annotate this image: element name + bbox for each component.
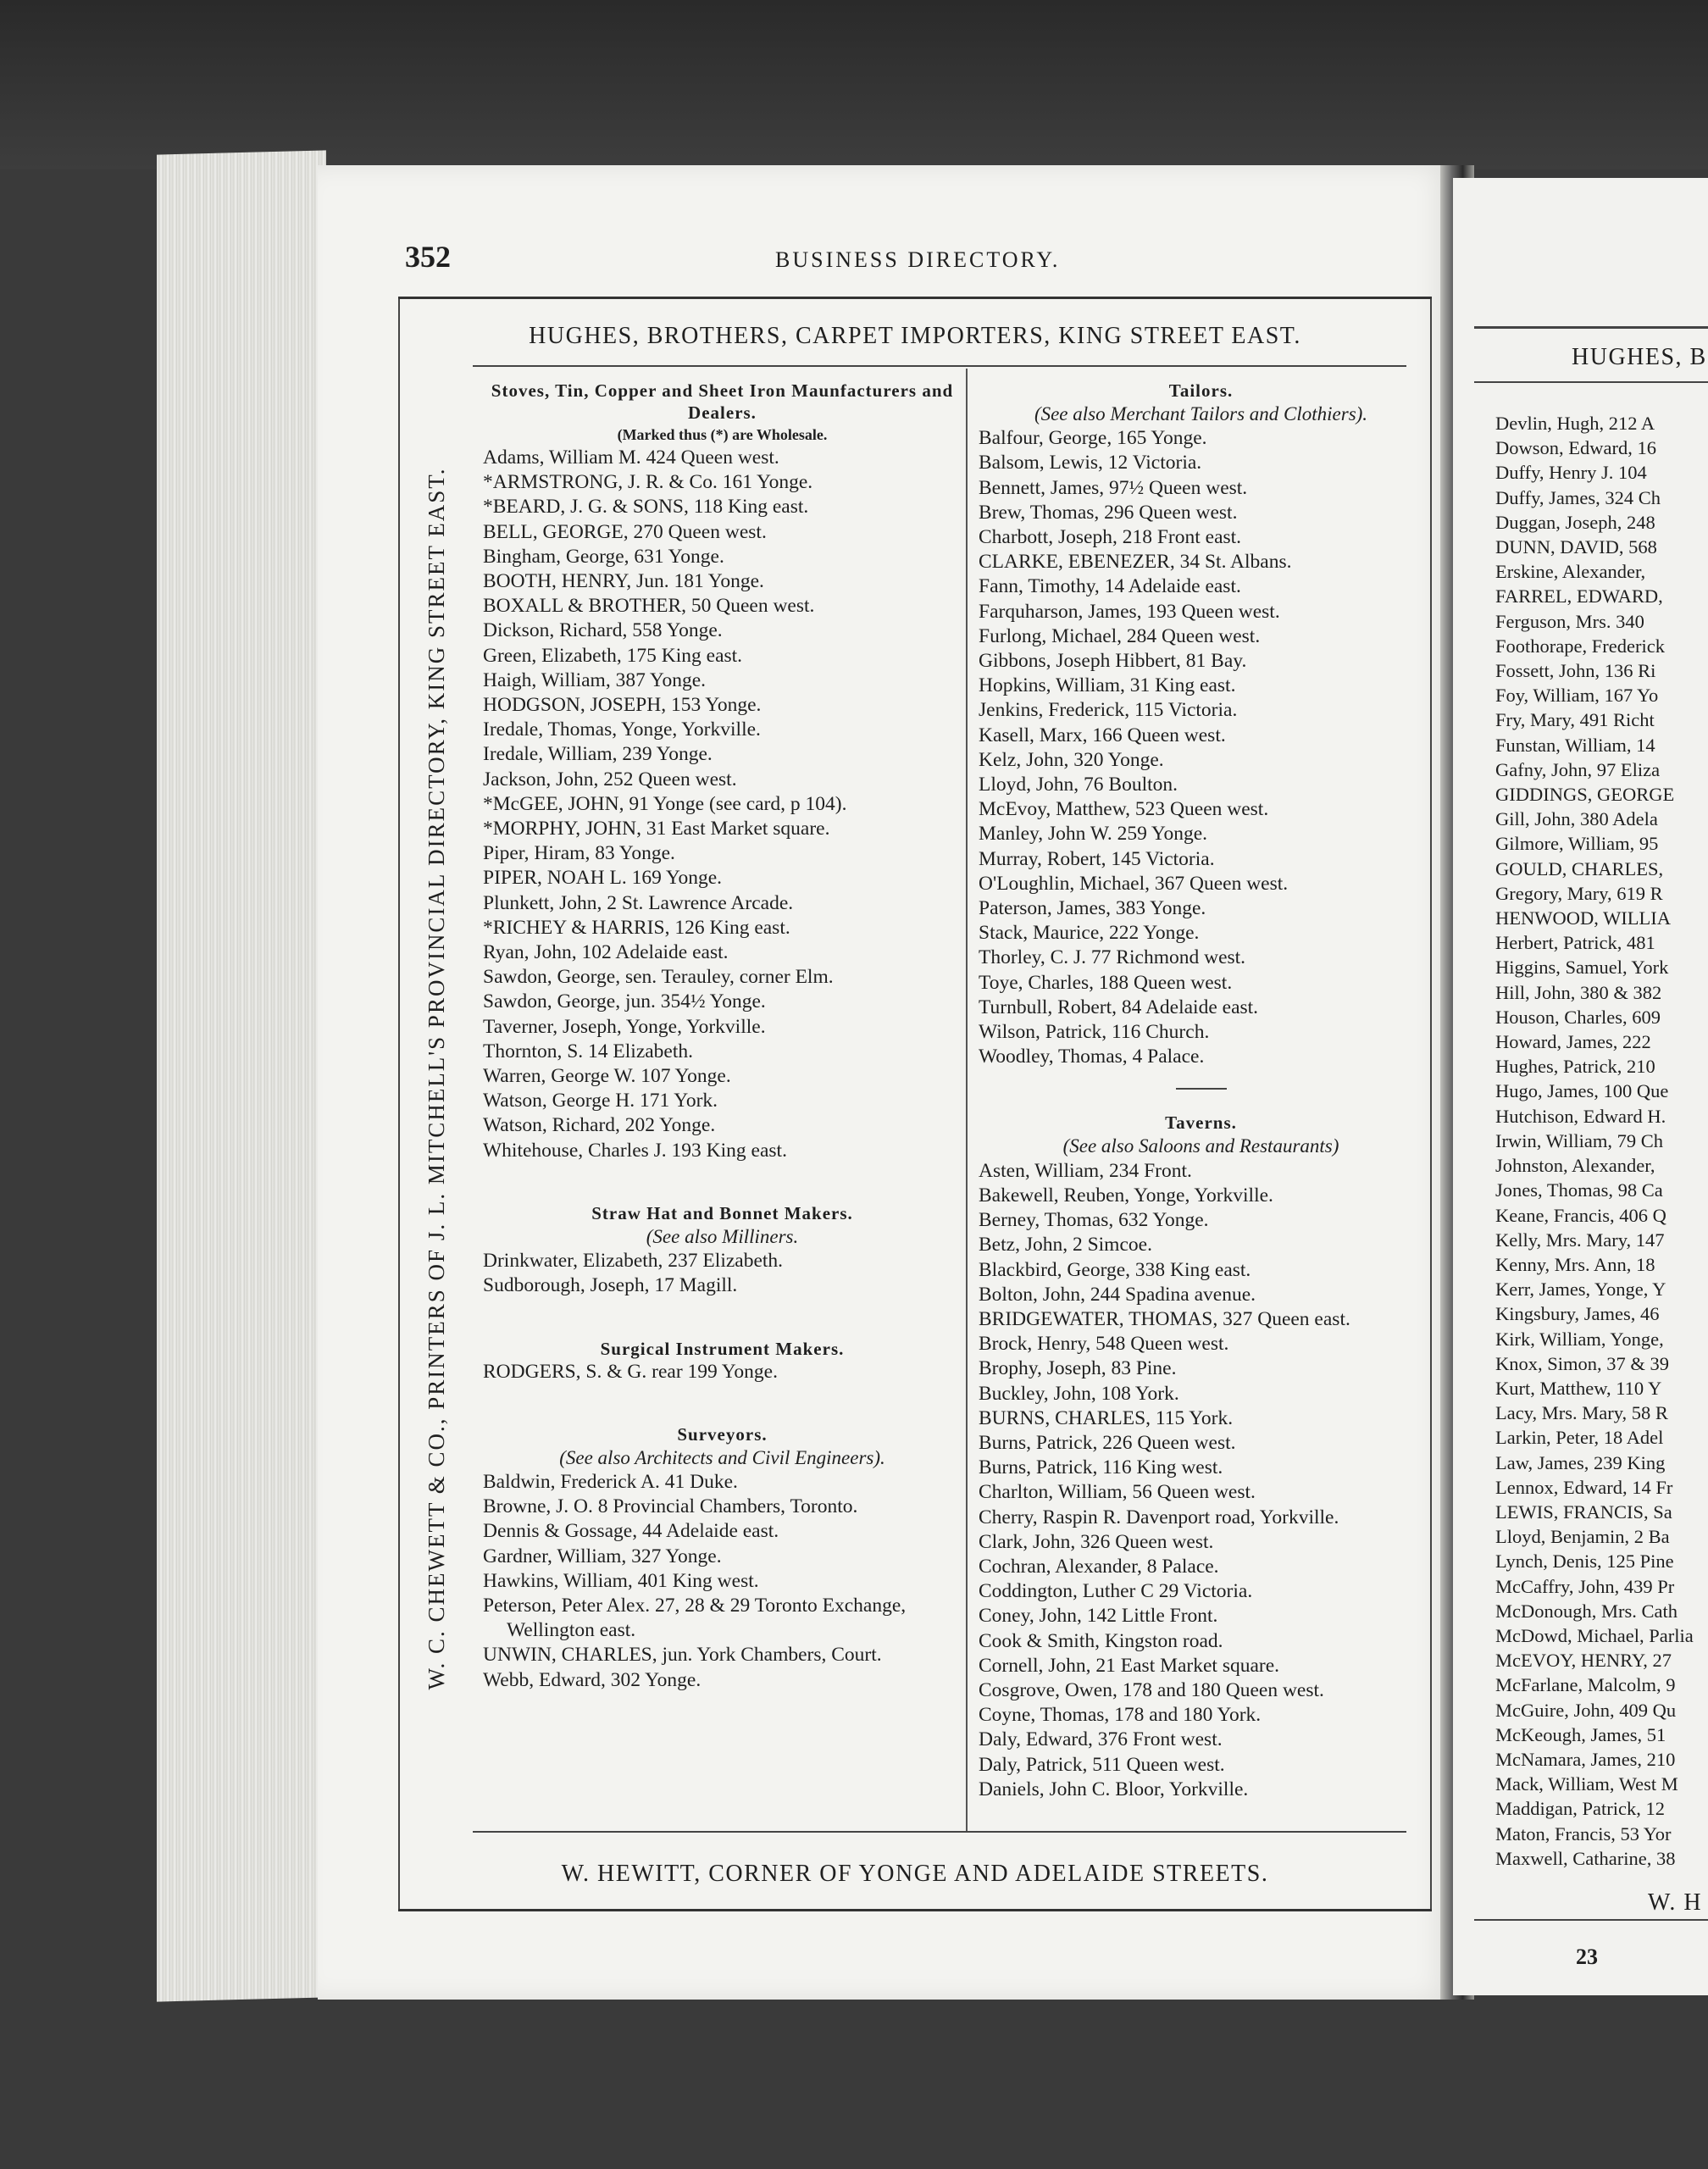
directory-entry: Foy, William, 167 Yo <box>1495 685 1659 707</box>
directory-entry: Burns, Patrick, 226 Queen west. <box>979 1431 1236 1454</box>
section-heading-straw-hat: Straw Hat and Bonnet Makers. <box>591 1202 853 1223</box>
directory-entry: Blackbird, George, 338 King east. <box>979 1258 1251 1281</box>
directory-entry: O'Loughlin, Michael, 367 Queen west. <box>979 872 1289 895</box>
section-heading-surveyors: Surveyors. <box>677 1423 768 1445</box>
directory-entry: McNamara, James, 210 <box>1495 1748 1676 1770</box>
directory-entry: Keane, Francis, 406 Q <box>1495 1204 1666 1226</box>
directory-entry: GIDDINGS, GEORGE <box>1495 784 1675 806</box>
directory-entry: Hawkins, William, 401 King west. <box>483 1569 759 1592</box>
directory-entry: *McGEE, JOHN, 91 Yonge (see card, p 104). <box>483 792 847 815</box>
directory-entry: Betz, John, 2 Simcoe. <box>979 1234 1152 1256</box>
directory-entry: Cornell, John, 21 East Market square. <box>979 1654 1280 1677</box>
directory-entry: Fry, Mary, 491 Richt <box>1495 709 1655 731</box>
directory-entry: Kurt, Matthew, 110 Y <box>1495 1377 1662 1399</box>
directory-entry: BOXALL & BROTHER, 50 Queen west. <box>483 595 815 618</box>
directory-entry: Brophy, Joseph, 83 Pine. <box>979 1357 1177 1380</box>
directory-entry: Thornton, S. 14 Elizabeth. <box>483 1040 694 1062</box>
directory-entry: Berney, Thomas, 632 Yonge. <box>979 1209 1209 1232</box>
directory-entry: Iredale, William, 239 Yonge. <box>483 743 713 766</box>
directory-entry: GOULD, CHARLES, <box>1495 857 1664 879</box>
directory-entry: BURNS, CHARLES, 115 York. <box>979 1406 1234 1429</box>
right-page-banner: HUGHES, B <box>1572 344 1707 370</box>
directory-entry: Lynch, Denis, 125 Pine <box>1495 1550 1674 1573</box>
directory-entry: Brock, Henry, 548 Queen west. <box>979 1333 1229 1356</box>
column-right <box>979 380 1423 1802</box>
directory-entry: Bennett, James, 97½ Queen west. <box>979 476 1248 499</box>
directory-entry: Lloyd, Benjamin, 2 Ba <box>1495 1526 1670 1548</box>
directory-entry: Gilmore, William, 95 <box>1495 833 1659 855</box>
directory-entry: Jenkins, Frederick, 115 Victoria. <box>979 699 1238 722</box>
directory-entry: Iredale, Thomas, Yonge, Yorkville. <box>483 718 761 741</box>
directory-entry: Howard, James, 222 <box>1495 1031 1651 1053</box>
directory-entry: Hughes, Patrick, 210 <box>1495 1056 1655 1078</box>
section-heading-taverns: Taverns. <box>1165 1112 1237 1134</box>
directory-entry: Johnston, Alexander, <box>1495 1155 1655 1177</box>
directory-entry: Ryan, John, 102 Adelaide east. <box>483 941 729 964</box>
directory-entry: Stack, Maurice, 222 Yonge. <box>979 922 1200 945</box>
directory-entry: Erskine, Alexander, <box>1495 561 1646 583</box>
directory-entry: Maxwell, Catharine, 38 <box>1495 1847 1676 1869</box>
directory-entry: Dickson, Richard, 558 Yonge. <box>483 619 723 642</box>
directory-entry: Watson, George H. 171 York. <box>483 1090 718 1112</box>
straw-list <box>483 1249 962 1298</box>
directory-entry: Plunkett, John, 2 St. Lawrence Arcade. <box>483 891 794 914</box>
directory-entry: Foothorape, Frederick <box>1495 635 1665 657</box>
tailors-list <box>979 426 1423 1069</box>
directory-entry: Maddigan, Patrick, 12 <box>1495 1798 1665 1820</box>
directory-entry: Furlong, Michael, 284 Queen west. <box>979 624 1261 647</box>
directory-entry: Lloyd, John, 76 Boulton. <box>979 774 1178 796</box>
directory-entry: Daniels, John C. Bloor, Yorkville. <box>979 1778 1249 1800</box>
section-heading-tailors: Tailors. <box>1168 380 1234 401</box>
directory-entry: Cook & Smith, Kingston road. <box>979 1629 1223 1652</box>
surveyors-list <box>483 1470 962 1693</box>
directory-entry: Lennox, Edward, 14 Fr <box>1495 1476 1673 1498</box>
section-heading-stoves: Stoves, Tin, Copper and Sheet Iron Maunfacturers and Dealers. <box>491 380 954 423</box>
directory-entry: Dennis & Gossage, 44 Adelaide east. <box>483 1520 779 1543</box>
right-page-bottom-banner: W. H <box>1648 1889 1703 1916</box>
right-page <box>1453 178 1708 1995</box>
directory-entry: Hugo, James, 100 Que <box>1495 1080 1669 1102</box>
directory-entry: Cherry, Raspin R. Davenport road, Yorkville. <box>979 1506 1339 1528</box>
directory-entry: Fann, Timothy, 14 Adelaide east. <box>979 575 1241 598</box>
directory-entry: Watson, Richard, 202 Yonge. <box>483 1114 716 1137</box>
directory-entry: Toye, Charles, 188 Queen west. <box>979 971 1233 994</box>
top-advert-banner: HUGHES, BROTHERS, CARPET IMPORTERS, KING STREET EAST. <box>529 323 1301 349</box>
directory-entry: Hutchison, Edward H. <box>1495 1105 1666 1127</box>
directory-entry: Gardner, William, 327 Yonge. <box>483 1545 722 1567</box>
column-left <box>483 380 962 1693</box>
directory-entry: McEvoy, Matthew, 523 Queen west. <box>979 798 1269 821</box>
page-frame <box>398 297 1432 1911</box>
directory-entry: Ferguson, Mrs. 340 <box>1495 610 1644 632</box>
directory-entry: Green, Elizabeth, 175 King east. <box>483 644 743 667</box>
directory-entry: Piper, Hiram, 83 Yonge. <box>483 842 675 865</box>
directory-entry: FARREL, EDWARD, <box>1495 585 1663 607</box>
directory-entry: Thorley, C. J. 77 Richmond west. <box>979 946 1246 969</box>
stoves-list <box>483 446 962 1163</box>
directory-entry: Kirk, William, Yonge, <box>1495 1328 1664 1350</box>
directory-entry: Knox, Simon, 37 & 39 <box>1495 1352 1670 1374</box>
directory-entry: Clark, John, 326 Queen west. <box>979 1530 1214 1553</box>
directory-entry: Kelz, John, 320 Yonge. <box>979 748 1164 771</box>
directory-entry: Irwin, William, 79 Ch <box>1495 1129 1664 1151</box>
directory-entry: Funstan, William, 14 <box>1495 734 1655 756</box>
directory-entry: Devlin, Hugh, 212 A <box>1495 413 1655 434</box>
directory-entry: HODGSON, JOSEPH, 153 Yonge. <box>483 694 762 717</box>
directory-entry: Burns, Patrick, 116 King west. <box>979 1456 1223 1479</box>
directory-entry: Balsom, Lewis, 12 Victoria. <box>979 452 1202 474</box>
directory-entry: Daly, Patrick, 511 Queen west. <box>979 1753 1225 1776</box>
directory-entry: *ARMSTRONG, J. R. & Co. 161 Yonge. <box>483 471 813 494</box>
directory-entry: CLARKE, EBENEZER, 34 St. Albans. <box>979 551 1292 574</box>
directory-entry: UNWIN, CHARLES, jun. York Chambers, Court. <box>483 1644 882 1667</box>
directory-entry: PIPER, NOAH L. 169 Yonge. <box>483 867 723 890</box>
directory-entry: McGuire, John, 409 Qu <box>1495 1699 1677 1721</box>
directory-entry: Farquharson, James, 193 Queen west. <box>979 600 1280 623</box>
directory-entry: Cochran, Alexander, 8 Palace. <box>979 1555 1219 1578</box>
directory-entry: Browne, J. O. 8 Provincial Chambers, Toronto. <box>483 1495 858 1518</box>
directory-entry: Sawdon, George, jun. 354½ Yonge. <box>483 990 766 1013</box>
directory-entry: Drinkwater, Elizabeth, 237 Elizabeth. <box>483 1250 784 1273</box>
taverns-list <box>979 1159 1423 1802</box>
section-note: (See also Merchant Tailors and Clothiers). <box>1034 403 1368 424</box>
directory-entry: Asten, William, 234 Front. <box>979 1159 1192 1182</box>
directory-entry: Webb, Edward, 302 Yonge. <box>483 1668 702 1691</box>
directory-entry: Mack, William, West M <box>1495 1773 1678 1795</box>
directory-entry: McFarlane, Malcolm, 9 <box>1495 1674 1676 1696</box>
directory-entry: Larkin, Peter, 18 Adel <box>1495 1427 1664 1449</box>
directory-entry: Charbott, Joseph, 218 Front east. <box>979 526 1242 549</box>
directory-entry: DUNN, DAVID, 568 <box>1495 536 1657 558</box>
column-divider <box>966 369 968 1831</box>
directory-entry: McDonough, Mrs. Cath <box>1495 1600 1678 1622</box>
directory-entry: Buckley, John, 108 York. <box>979 1382 1179 1405</box>
directory-entry: HENWOOD, WILLIA <box>1495 907 1672 929</box>
directory-entry: Haigh, William, 387 Yonge. <box>483 668 706 691</box>
directory-entry: Murray, Robert, 145 Victoria. <box>979 847 1215 870</box>
section-note: (Marked thus (*) are Wholesale. <box>617 426 828 443</box>
directory-entry: Baldwin, Frederick A. 41 Duke. <box>483 1470 738 1493</box>
left-page <box>318 165 1453 2000</box>
directory-entry: Dowson, Edward, 16 <box>1495 437 1656 459</box>
book-page-edge <box>157 150 326 2001</box>
directory-entry: Bolton, John, 244 Spadina avenue. <box>979 1283 1256 1306</box>
directory-entry: Taverner, Joseph, Yonge, Yorkville. <box>483 1015 766 1038</box>
directory-entry: BRIDGEWATER, THOMAS, 327 Queen east. <box>979 1307 1350 1330</box>
directory-entry: BOOTH, HENRY, Jun. 181 Yonge. <box>483 570 764 593</box>
directory-entry: McDowd, Michael, Parlia <box>1495 1624 1694 1646</box>
section-note: (See also Milliners. <box>646 1225 799 1247</box>
directory-entry: *RICHEY & HARRIS, 126 King east. <box>483 916 790 939</box>
directory-entry: Jackson, John, 252 Queen west. <box>483 768 737 790</box>
directory-entry: Coney, John, 142 Little Front. <box>979 1605 1218 1628</box>
directory-entry: Kelly, Mrs. Mary, 147 <box>1495 1229 1665 1251</box>
directory-entry: Wilson, Patrick, 116 Church. <box>979 1021 1210 1044</box>
directory-entry: Gafny, John, 97 Eliza <box>1495 758 1661 780</box>
directory-entry: Hopkins, William, 31 King east. <box>979 674 1236 697</box>
directory-entry: Herbert, Patrick, 481 <box>1495 932 1655 954</box>
directory-entry: Balfour, George, 165 Yonge. <box>979 427 1207 450</box>
surgical-list <box>483 1360 962 1384</box>
directory-entry: Duffy, James, 324 Ch <box>1495 486 1661 508</box>
directory-entry: Adams, William M. 424 Queen west. <box>483 447 779 469</box>
directory-entry: Gill, John, 380 Adela <box>1495 808 1658 830</box>
directory-entry: Houson, Charles, 609 <box>1495 1006 1661 1028</box>
directory-entry: Duffy, Henry J. 104 <box>1495 462 1647 484</box>
directory-entry: McEVOY, HENRY, 27 <box>1495 1650 1672 1672</box>
directory-entry: Gregory, Mary, 619 R <box>1495 882 1663 904</box>
directory-entry: Charlton, William, 56 Queen west. <box>979 1481 1256 1504</box>
page-number: 352 <box>405 240 451 274</box>
directory-entry: Gibbons, Joseph Hibbert, 81 Bay. <box>979 650 1247 673</box>
directory-entry: Maton, Francis, 53 Yor <box>1495 1822 1672 1844</box>
directory-entry: Warren, George W. 107 Yonge. <box>483 1065 731 1088</box>
directory-entry: Kasell, Marx, 166 Queen west. <box>979 724 1226 746</box>
directory-entry: Manley, John W. 259 Yonge. <box>979 823 1208 846</box>
directory-entry: Lacy, Mrs. Mary, 58 R <box>1495 1402 1668 1424</box>
right-page-list <box>1495 411 1694 1871</box>
directory-entry: Paterson, James, 383 Yonge. <box>979 897 1206 920</box>
directory-entry: Brew, Thomas, 296 Queen west. <box>979 501 1238 524</box>
directory-entry: Turnbull, Robert, 84 Adelaide east. <box>979 996 1259 1018</box>
directory-entry: Kerr, James, Yonge, Y <box>1495 1279 1666 1301</box>
section-heading-surgical: Surgical Instrument Makers. <box>600 1338 845 1359</box>
directory-entry: RODGERS, S. & G. rear 199 Yonge. <box>483 1360 778 1383</box>
directory-entry: *BEARD, J. G. & SONS, 118 King east. <box>483 496 809 519</box>
directory-entry: Bingham, George, 631 Yonge. <box>483 545 724 568</box>
directory-entry: Kingsbury, James, 46 <box>1495 1303 1660 1325</box>
section-separator <box>1176 1088 1227 1090</box>
directory-entry: Duggan, Joseph, 248 <box>1495 511 1655 533</box>
directory-entry: Peterson, Peter Alex. 27, 28 & 29 Toronto Exchange, Wellington east. <box>483 1594 907 1642</box>
directory-entry: Whitehouse, Charles J. 193 King east. <box>483 1139 787 1162</box>
section-note: (See also Architects and Civil Engineers). <box>559 1446 885 1468</box>
running-head: BUSINESS DIRECTORY. <box>775 247 1061 272</box>
directory-entry: Higgins, Samuel, York <box>1495 957 1669 979</box>
side-advert-text: W. C. CHEWETT & CO., PRINTERS OF J. L. MITCHELL'S PROVINCIAL DIRECTORY, KING STREET EAST. <box>424 467 449 1690</box>
background <box>0 0 1708 169</box>
directory-entry: Coyne, Thomas, 178 and 180 York. <box>979 1704 1262 1727</box>
directory-entry: Hill, John, 380 & 382 <box>1495 981 1662 1003</box>
directory-entry: Coddington, Luther C 29 Victoria. <box>979 1580 1253 1603</box>
directory-entry: Sudborough, Joseph, 17 Magill. <box>483 1274 738 1297</box>
directory-entry: Jones, Thomas, 98 Ca <box>1495 1179 1663 1201</box>
directory-entry: Daly, Edward, 376 Front west. <box>979 1728 1223 1751</box>
right-page-number: 23 <box>1576 1944 1598 1969</box>
directory-entry: McKeough, James, 51 <box>1495 1723 1666 1745</box>
directory-entry: Cosgrove, Owen, 178 and 180 Queen west. <box>979 1678 1324 1701</box>
directory-entry: Sawdon, George, sen. Terauley, corner Elm. <box>483 966 834 989</box>
directory-entry: Fossett, John, 136 Ri <box>1495 660 1656 682</box>
directory-entry: McCaffry, John, 439 Pr <box>1495 1575 1675 1597</box>
directory-entry: Bakewell, Reuben, Yonge, Yorkville. <box>979 1184 1273 1207</box>
section-note: (See also Saloons and Restaurants) <box>1062 1135 1339 1157</box>
directory-entry: *MORPHY, JOHN, 31 East Market square. <box>483 818 830 840</box>
directory-entry: Law, James, 239 King <box>1495 1451 1666 1473</box>
directory-entry: Woodley, Thomas, 4 Palace. <box>979 1046 1205 1068</box>
directory-entry: LEWIS, FRANCIS, Sa <box>1495 1501 1672 1523</box>
directory-entry: Kenny, Mrs. Ann, 18 <box>1495 1253 1655 1275</box>
directory-entry: BELL, GEORGE, 270 Queen west. <box>483 520 767 543</box>
bottom-advert-banner: W. HEWITT, CORNER OF YONGE AND ADELAIDE STREETS. <box>561 1861 1269 1887</box>
